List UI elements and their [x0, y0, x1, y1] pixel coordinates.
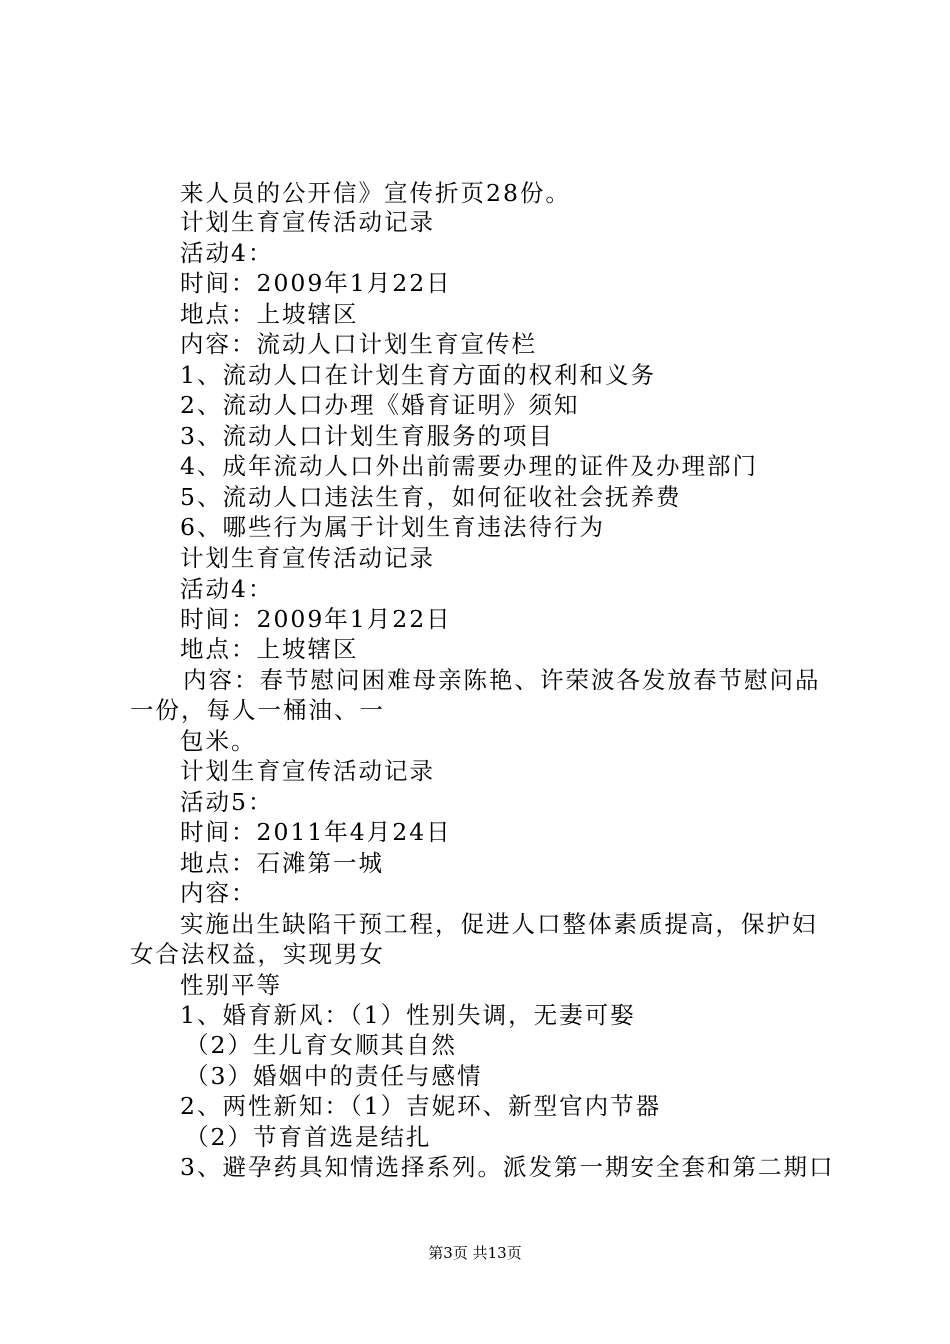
list-item: 3、避孕药具知情选择系列。派发第一期安全套和第二期口	[180, 1153, 835, 1181]
list-item: （2）节育首选是结扎	[185, 1123, 432, 1151]
text-line: 女合法权益，实现男女	[130, 940, 385, 968]
text-line: 一份，每人一桶油、一	[130, 696, 385, 724]
text-line: 地点：石滩第一城	[180, 849, 384, 877]
list-item: 3、流动人口计划生育服务的项目	[180, 422, 554, 450]
text-line: 时间：2009年1月22日	[180, 605, 452, 633]
list-item: （3）婚姻中的责任与感情	[185, 1062, 483, 1090]
text-line: 时间：2009年1月22日	[180, 269, 452, 297]
section-heading: 计划生育宣传活动记录	[180, 208, 435, 236]
list-item: 5、流动人口违法生育，如何征收社会抚养费	[180, 483, 682, 511]
text-line: 内容：春节慰问困难母亲陈艳、许荣波各发放春节慰问品	[183, 666, 821, 694]
list-item: 1、流动人口在计划生育方面的权利和义务	[180, 361, 656, 389]
text-line: 内容：	[180, 879, 257, 907]
list-item: 4、成年流动人口外出前需要办理的证件及办理部门	[180, 452, 758, 480]
text-line: 地点：上坡辖区	[180, 635, 359, 663]
list-item: 2、流动人口办理《婚育证明》须知	[180, 391, 580, 419]
text-line: 来人员的公开信》宣传折页28份。	[180, 179, 571, 207]
text-line: 地点：上坡辖区	[180, 300, 359, 328]
list-item: 6、哪些行为属于计划生育违法待行为	[180, 513, 605, 541]
list-item: （2）生儿育女顺其自然	[185, 1031, 457, 1059]
section-heading: 计划生育宣传活动记录	[180, 544, 435, 572]
text-line: 包米。	[180, 727, 257, 755]
text-line: 性别平等	[180, 971, 282, 999]
section-heading: 计划生育宣传活动记录	[180, 757, 435, 785]
text-line: 活动4：	[180, 239, 274, 267]
list-item: 2、两性新知：（1）吉妮环、新型官内节器	[180, 1092, 662, 1120]
text-line: 活动4：	[180, 575, 274, 603]
list-item: 1、婚育新风：（1）性别失调，无妻可娶	[180, 1001, 636, 1029]
text-line: 实施出生缺陷干预工程，促进人口整体素质提高，保护妇	[180, 910, 818, 938]
text-line: 内容：流动人口计划生育宣传栏	[180, 330, 537, 358]
text-line: 活动5：	[180, 788, 274, 816]
page-number-footer: 第3页 共13页	[428, 1244, 522, 1262]
text-line: 时间：2011年4月24日	[180, 818, 452, 846]
